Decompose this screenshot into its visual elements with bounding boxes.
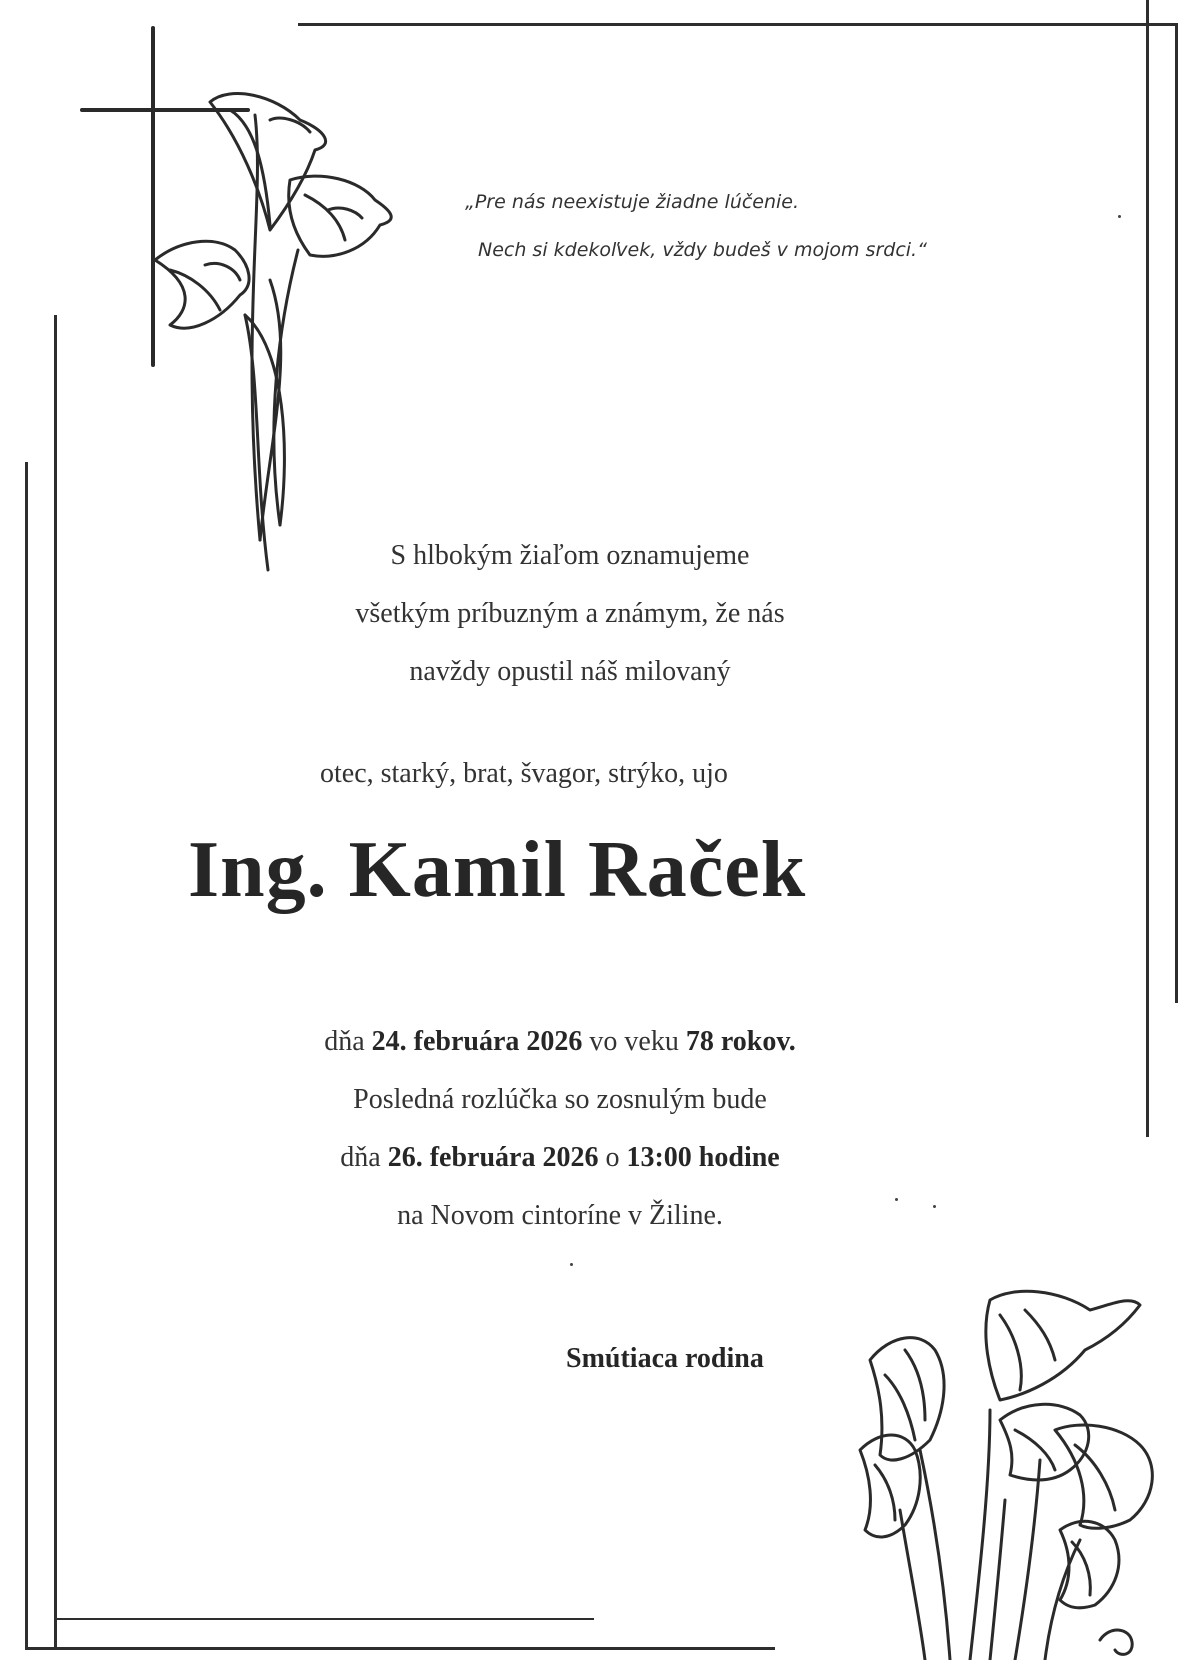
- death-line: [260, 1013, 860, 1071]
- farewell-middle: o: [605, 1142, 620, 1173]
- announcement-line-2: všetkým príbuzným a známym, že nás: [355, 598, 785, 629]
- farewell-line-1: Posledná rozlúčka so zosnulým bude: [353, 1084, 767, 1115]
- scan-speck: [1118, 215, 1121, 218]
- death-prefix: dňa: [324, 1026, 365, 1057]
- cross-with-calla-lilies-icon: [70, 20, 420, 580]
- funeral-details: [260, 1013, 860, 1245]
- announcement-line-1: S hlbokým žiaľom oznamujeme: [390, 540, 750, 571]
- death-age: 78 rokov.: [685, 1026, 796, 1057]
- frame-right-inner-line: [1146, 0, 1149, 1137]
- frame-bottom-outer-line: [25, 1647, 775, 1650]
- frame-bottom-inner-line: [54, 1618, 594, 1620]
- scan-speck: [570, 1263, 573, 1266]
- death-date: 24. februára 2026: [371, 1026, 583, 1057]
- farewell-place: na Novom cintoríne v Žiline.: [397, 1200, 723, 1231]
- memorial-quote: [465, 178, 927, 274]
- frame-top-line: [298, 23, 1178, 26]
- announcement-line-3: navždy opustil náš milovaný: [409, 656, 731, 687]
- quote-line-2: Nech si kdekoľvek, vždy budeš v mojom srdci.“: [478, 239, 927, 261]
- announcement-text: [300, 527, 840, 701]
- family-relations: otec, starký, brat, švagor, strýko, ujo: [320, 758, 728, 789]
- farewell-date-line: [260, 1129, 860, 1187]
- deceased-name: Ing. Kamil Raček: [188, 826, 807, 914]
- calla-lilies-icon: [840, 1280, 1180, 1660]
- farewell-prefix: dňa: [340, 1142, 381, 1173]
- farewell-time: 13:00 hodine: [626, 1142, 780, 1173]
- frame-left-inner-line: [54, 315, 57, 1650]
- signature: Smútiaca rodina: [566, 1343, 764, 1374]
- death-middle: vo veku: [589, 1026, 679, 1057]
- frame-left-outer-line: [25, 462, 28, 1648]
- scan-speck: [895, 1198, 898, 1201]
- frame-right-outer-line: [1175, 23, 1178, 1003]
- quote-line-1: „Pre nás neexistuje žiadne lúčenie.: [465, 191, 800, 213]
- scan-speck: [933, 1205, 936, 1208]
- farewell-date: 26. februára 2026: [387, 1142, 599, 1173]
